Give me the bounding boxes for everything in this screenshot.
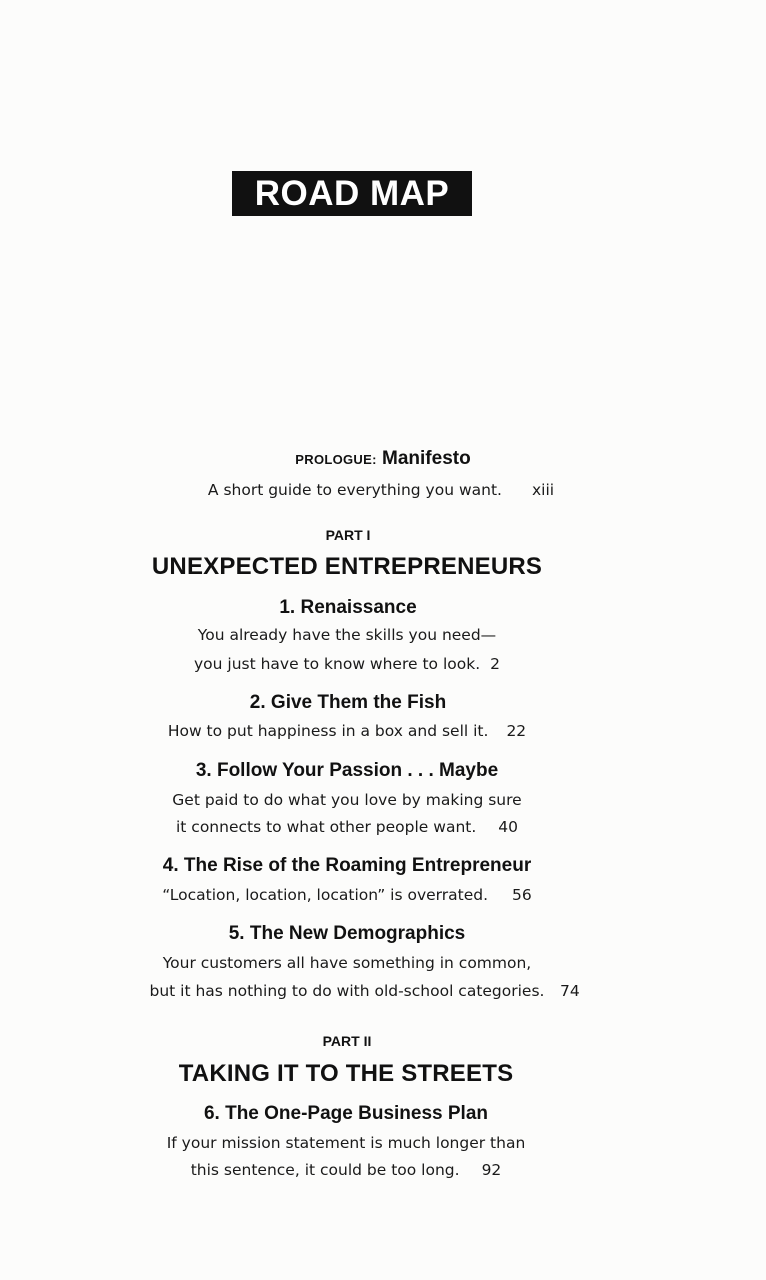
- chapter-desc-text: but it has nothing to do with old-school categories.: [149, 982, 545, 1000]
- page-number: 74: [560, 982, 580, 1000]
- page-number: 40: [498, 818, 519, 836]
- chapter-desc-line: Get paid to do what you love by making sure: [172, 791, 522, 809]
- chapter-desc-line: [0, 718, 730, 745]
- page-number: 56: [512, 886, 532, 904]
- chapter-desc-line: [0, 814, 730, 841]
- chapter-desc-text: you just have to know where to look.: [193, 655, 481, 673]
- part-2-title: TAKING IT TO THE STREETS: [178, 1060, 514, 1087]
- chapter-title: 4. The Rise of the Roaming Entrepreneur: [162, 855, 532, 876]
- page-number: xiii: [531, 481, 555, 499]
- chapter-title: 3. Follow Your Passion . . . Maybe: [195, 760, 499, 781]
- chapter-desc-line: Your customers all have something in common,: [162, 954, 532, 972]
- chapter-desc-text: this sentence, it could be too long.: [190, 1161, 460, 1179]
- part-1-label: PART I: [325, 527, 371, 543]
- prologue-heading: [0, 448, 766, 470]
- chapter-desc-text: it connects to what other people want.: [175, 818, 477, 836]
- chapter-desc-text: How to put happiness in a box and sell it.: [167, 722, 489, 740]
- chapter-desc-line: If your mission statement is much longer than: [166, 1134, 526, 1152]
- chapter-desc-line: You already have the skills you need—: [197, 626, 497, 644]
- page-number: 2: [490, 655, 501, 673]
- chapter-desc-line: [0, 651, 730, 678]
- part-1-title: UNEXPECTED ENTREPRENEURS: [151, 553, 543, 580]
- prologue-label: PROLOGUE:: [295, 452, 377, 467]
- chapter-desc-text: “Location, location, location” is overrated.: [162, 886, 489, 904]
- chapter-desc-line: [0, 978, 730, 1005]
- chapter-desc-line: [0, 1157, 729, 1184]
- part-2-label: PART II: [322, 1033, 372, 1049]
- page-number: 22: [506, 722, 527, 740]
- page-number: 92: [481, 1161, 502, 1179]
- chapter-title: 1. Renaissance: [279, 597, 417, 618]
- chapter-title: 6. The One-Page Business Plan: [203, 1103, 489, 1124]
- chapter-title: 2. Give Them the Fish: [249, 692, 447, 713]
- prologue-title: Manifesto: [382, 448, 471, 469]
- page-title: ROAD MAP: [232, 171, 472, 216]
- prologue-description: [0, 477, 764, 504]
- prologue-desc-text: A short guide to everything you want.: [207, 481, 502, 499]
- chapter-desc-line: [0, 882, 730, 909]
- chapter-title: 5. The New Demographics: [228, 923, 466, 944]
